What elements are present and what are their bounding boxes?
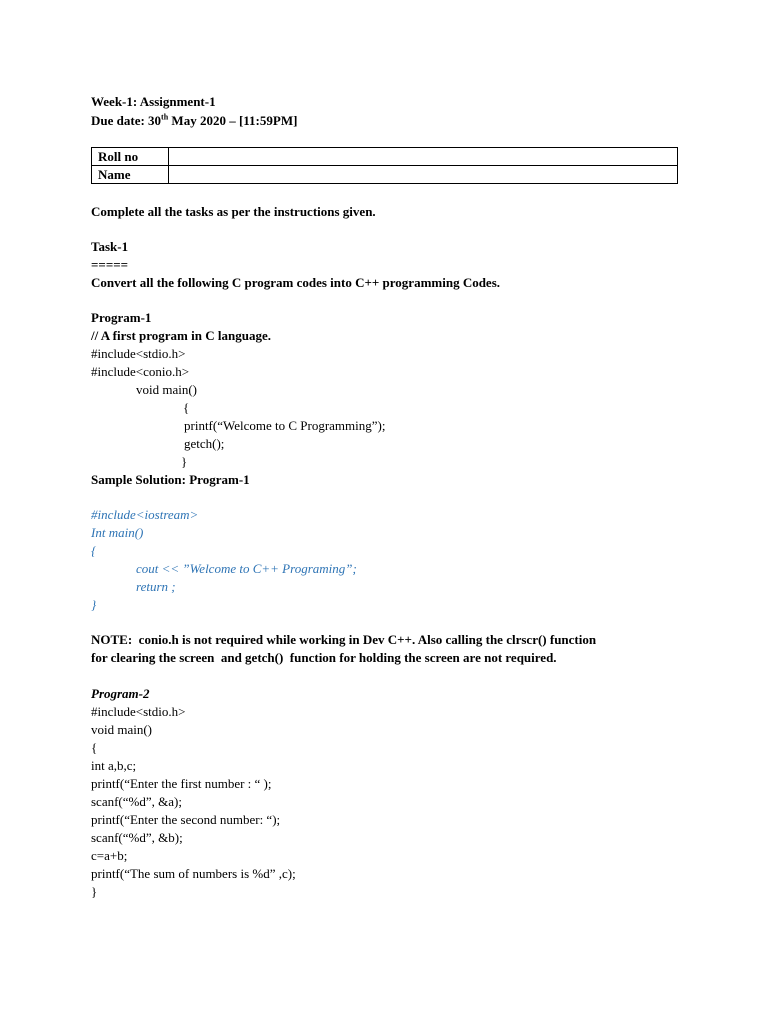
code-line: #include<stdio.h> bbox=[91, 346, 186, 361]
code-line: #include<conio.h> bbox=[91, 364, 190, 379]
code-line: printf(“The sum of numbers is %d” ,c); bbox=[91, 866, 296, 881]
solution-code-line: Int main() bbox=[91, 525, 144, 540]
note-line-2: for clearing the screen and getch() function for holding the screen are not required. bbox=[91, 650, 557, 665]
due-date bbox=[91, 112, 297, 130]
name-row bbox=[92, 166, 678, 184]
code-line: void main() bbox=[136, 382, 198, 397]
solution1-title: Sample Solution: Program-1 bbox=[91, 472, 250, 487]
code-line: scanf(“%d”, &b); bbox=[91, 830, 183, 845]
program1-title: Program-1 bbox=[91, 310, 152, 325]
student-info-table bbox=[91, 147, 678, 184]
due-date-prefix: Due date: 30 bbox=[91, 113, 162, 128]
code-line: } bbox=[91, 884, 98, 899]
due-date-suffix: May 2020 – [11:59PM] bbox=[168, 113, 298, 128]
solution-code-line: } bbox=[91, 597, 97, 612]
solution-code-line: return ; bbox=[136, 579, 176, 594]
task1-title: Task-1 bbox=[91, 239, 129, 254]
due-date-ordinal: th bbox=[161, 112, 169, 122]
name-label: Name bbox=[92, 166, 169, 184]
code-line: #include<stdio.h> bbox=[91, 704, 186, 719]
code-line: } bbox=[181, 454, 188, 469]
task1-description: Convert all the following C program codes into C++ programming Codes. bbox=[91, 275, 501, 290]
code-line: scanf(“%d”, &a); bbox=[91, 794, 182, 809]
code-line: printf(“Enter the second number: “); bbox=[91, 812, 281, 827]
name-value[interactable] bbox=[169, 166, 678, 184]
code-line: getch(); bbox=[184, 436, 225, 451]
program1-comment: // A first program in C language. bbox=[91, 328, 271, 343]
roll-no-label: Roll no bbox=[92, 148, 169, 166]
instructions: Complete all the tasks as per the instructions given. bbox=[91, 204, 376, 219]
solution-code-line: #include<iostream> bbox=[91, 507, 199, 522]
roll-no-row bbox=[92, 148, 678, 166]
roll-no-value[interactable] bbox=[169, 148, 678, 166]
code-line: c=a+b; bbox=[91, 848, 128, 863]
code-line: void main() bbox=[91, 722, 153, 737]
code-line: { bbox=[183, 400, 190, 415]
solution-code-line: cout << ”Welcome to C++ Programing”; bbox=[136, 561, 357, 576]
assignment-title: Week-1: Assignment-1 bbox=[91, 94, 216, 109]
code-line: int a,b,c; bbox=[91, 758, 137, 773]
task1-underline: ===== bbox=[91, 257, 129, 272]
code-line: { bbox=[91, 740, 98, 755]
code-line: printf(“Welcome to C Programming”); bbox=[184, 418, 386, 433]
program2-title: Program-2 bbox=[91, 686, 150, 701]
note-line-1: NOTE: conio.h is not required while working in Dev C++. Also calling the clrscr() function bbox=[91, 632, 597, 647]
solution-code-line: { bbox=[91, 543, 97, 558]
code-line: printf(“Enter the first number : “ ); bbox=[91, 776, 272, 791]
